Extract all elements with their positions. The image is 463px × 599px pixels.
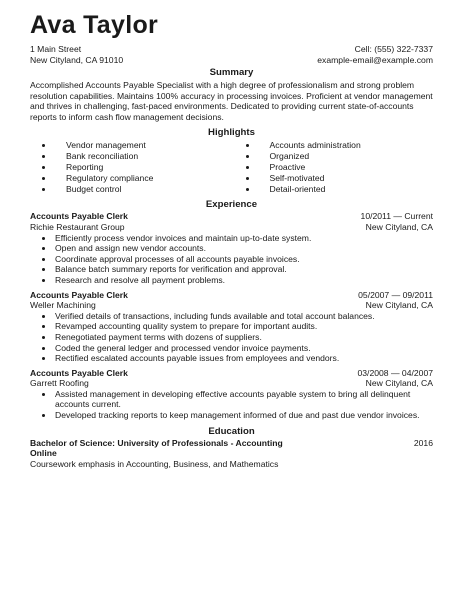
job-bullet: Coordinate approval processes of all accounts payable invoices.	[30, 254, 433, 265]
highlights-heading: Highlights	[208, 127, 255, 139]
job-bullet: Renegotiated payment terms with dozens of suppliers.	[30, 332, 433, 343]
street-address: 1 Main Street	[30, 44, 82, 54]
job-dates: 05/2007 — 09/2011	[358, 289, 433, 300]
highlight-item: Detail-oriented	[232, 184, 434, 195]
contact-row-2	[30, 55, 433, 66]
job-bullet: Revamped accounting quality system to prepare for important audits.	[30, 321, 433, 332]
job-bullet: Research and resolve all payment problems.	[30, 275, 433, 286]
job-location: New Cityland, CA	[365, 378, 433, 389]
city-state-zip: New Cityland, CA 91010	[30, 55, 124, 65]
highlight-item: Bank reconciliation	[30, 151, 232, 162]
job-subheader	[30, 222, 433, 233]
job-title: Accounts Payable Clerk	[30, 367, 128, 378]
email-address[interactable]: example-email@example.com	[317, 55, 433, 65]
highlights-columns	[30, 140, 433, 195]
job-bullet: Developed tracking reports to keep management informed of due and past due vendor invoices.	[30, 410, 433, 421]
resume-body	[30, 67, 433, 469]
job-header	[30, 211, 433, 222]
summary-section	[30, 67, 433, 122]
job-location: New Cityland, CA	[365, 221, 433, 232]
job-bullet: Open and assign new vendor accounts.	[30, 243, 433, 254]
company-name: Richie Restaurant Group	[30, 221, 125, 232]
highlight-item: Regulatory compliance	[30, 173, 232, 184]
highlight-item: Accounts administration	[232, 140, 434, 151]
job-header	[30, 368, 433, 379]
job-title: Accounts Payable Clerk	[30, 211, 128, 222]
candidate-name: Ava Taylor	[30, 11, 159, 39]
highlight-item: Self-motivated	[232, 173, 434, 184]
job-header	[30, 290, 433, 301]
job-bullets	[30, 311, 433, 364]
education-entry	[30, 438, 433, 459]
degree: Bachelor of Science: University of Professionals - Accounting Online	[30, 437, 283, 459]
job-entry	[30, 290, 433, 364]
summary-heading: Summary	[209, 67, 254, 78]
job-location: New Cityland, CA	[365, 300, 433, 311]
job-bullet: Balance batch summary reports for verification and approval.	[30, 264, 433, 275]
highlight-item: Proactive	[232, 162, 434, 173]
highlight-item: Budget control	[30, 184, 232, 195]
education-heading: Education	[208, 425, 255, 437]
coursework: Coursework emphasis in Accounting, Business, and Mathematics	[30, 458, 279, 469]
experience-section	[30, 199, 433, 420]
job-entry	[30, 368, 433, 421]
graduation-year: 2016	[413, 437, 433, 448]
highlights-left-column	[30, 140, 232, 195]
job-bullet: Rectified escalated accounts payable issues from employees and vendors.	[30, 353, 433, 364]
job-bullets	[30, 233, 433, 286]
job-bullet: Efficiently process vendor invoices and maintain up-to-date system.	[30, 233, 433, 244]
company-name: Weller Machining	[30, 300, 96, 311]
job-bullets	[30, 389, 433, 421]
job-dates: 10/2011 — Current	[360, 211, 433, 222]
job-subheader	[30, 300, 433, 311]
company-name: Garrett Roofing	[30, 378, 89, 389]
highlights-right-column	[232, 140, 434, 195]
education-section	[30, 426, 433, 470]
highlight-item: Reporting	[30, 162, 232, 173]
job-bullet: Assisted management in developing effective accounts payable system to bring all delinquent accounts current.	[30, 389, 433, 410]
job-dates: 03/2008 — 04/2007	[357, 367, 433, 378]
job-entry	[30, 211, 433, 285]
job-bullet: Verified details of transactions, including funds available and total account balances.	[30, 311, 433, 322]
job-subheader	[30, 378, 433, 389]
contact-row-1	[30, 44, 433, 55]
job-bullet: Coded the general ledger and processed vendor invoice payments.	[30, 343, 433, 354]
phone-number: Cell: (555) 322-7337	[354, 44, 433, 54]
job-title: Accounts Payable Clerk	[30, 289, 128, 300]
highlight-item: Vendor management	[30, 140, 232, 151]
highlights-section	[30, 127, 433, 195]
experience-heading: Experience	[205, 199, 258, 211]
summary-text: Accomplished Accounts Payable Specialist with a high degree of professionalism and strong problem resolution capabilities. Maintains 100% accuracy in processing invoices. Proficient at vendor management and thrives in challenging, fast-paced environments. Dedicated to providing current state-of-accounts reports to inform cash flow management decisions.	[30, 80, 433, 122]
highlight-item: Organized	[232, 151, 434, 162]
